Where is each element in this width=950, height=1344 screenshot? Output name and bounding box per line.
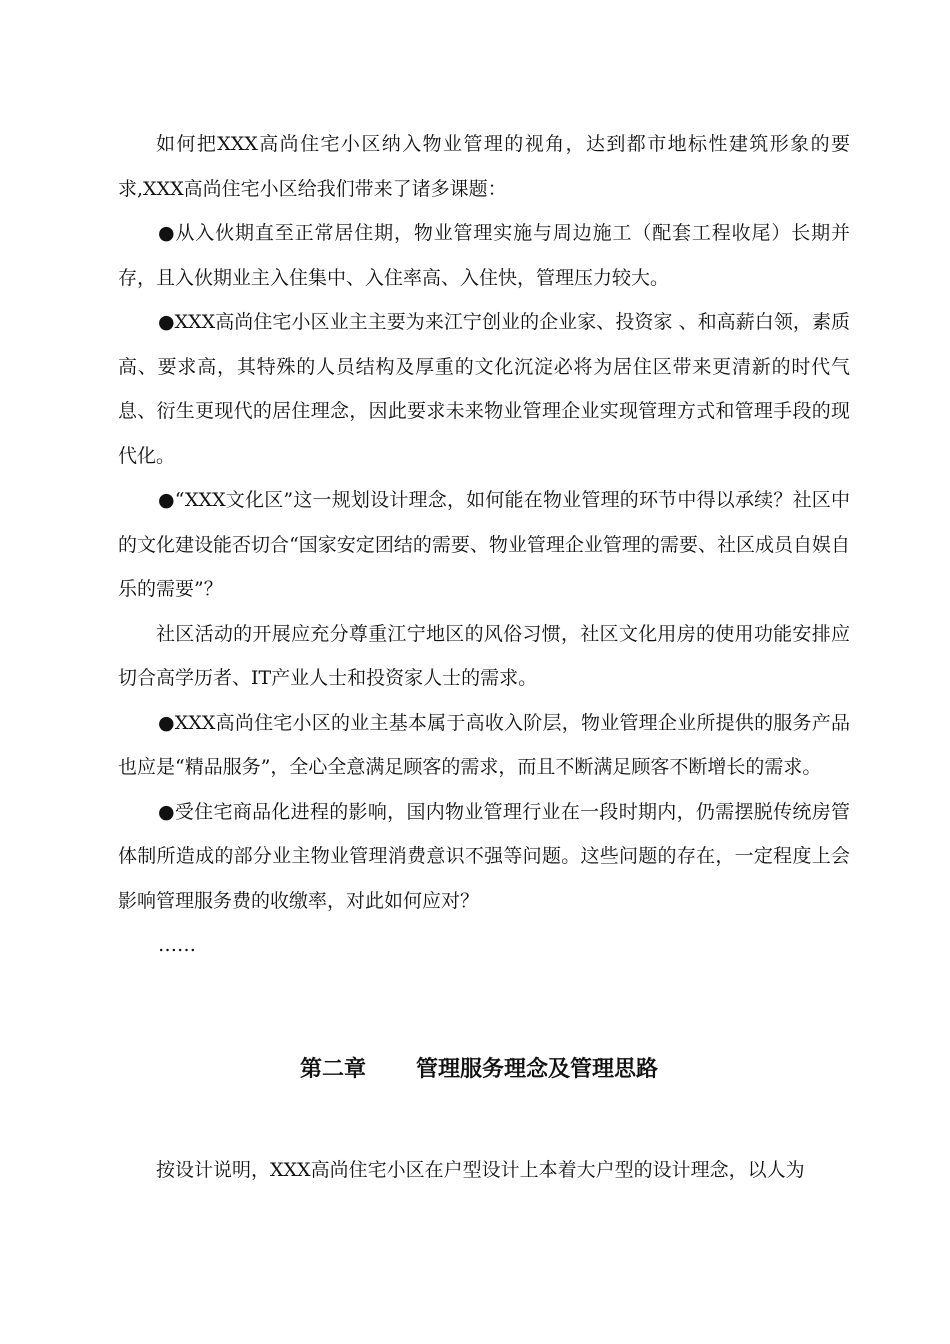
design-description-paragraph: 按设计说明，XXX高尚住宅小区在户型设计上本着大户型的设计理念，以人为 [156, 1159, 805, 1181]
chapter-heading [0, 1048, 950, 1092]
bullet-paragraph-culture: ●“XXX文化区”这一规划设计理念，如何能在物业管理的环节中得以承续？社区中的文化建设能否切合“国家安定团结的需要、物业管理企业管理的需要、社区成员自娱自乐的需要”？ [118, 489, 850, 600]
body-text [118, 122, 850, 968]
intro-paragraph: 如何把XXX高尚住宅小区纳入物业管理的视角，达到都市地标性建筑形象的要求,XXX高尚住宅小区给我们带来了诸多课题： [118, 133, 850, 200]
bullet-paragraph-owners: ●XXX高尚住宅小区业主主要为来江宁创业的企业家、投资家 、和高薪白领，素质高、要求高，其特殊的人员结构及厚重的文化沉淀必将为居住区带来更清新的时代气息、衍生更现代的居住理念，因此要求未来物业管理企业实现管理方式和管理手段的现代化。 [118, 311, 850, 467]
ellipsis: …… [158, 934, 196, 956]
chapter-title: 管理服务理念及管理思路 [416, 1057, 659, 1082]
chapter-number: 第二章 [299, 1057, 366, 1082]
chapter-body-text [118, 1148, 850, 1193]
bullet-paragraph-premium-service: ●XXX高尚住宅小区的业主基本属于高收入阶层，物业管理企业所提供的服务产品也应是“精品服务”，全心全意满足顾客的需求，而且不断满足顾客不断增长的需求。 [118, 711, 850, 778]
bullet-paragraph-move-in: ●从入伙期直至正常居住期，物业管理实施与周边施工（配套工程收尾）长期并存，且入伙期业主入住集中、入住率高、入住快，管理压力较大。 [118, 222, 850, 289]
bullet-paragraph-fee-collection: ●受住宅商品化进程的影响，国内物业管理行业在一段时期内，仍需摆脱传统房管体制所造成的部分业主物业管理消费意识不强等问题。这些问题的存在，一定程度上会影响管理服务费的收缴率，对此如何应对？ [118, 800, 850, 912]
community-activity-paragraph: 社区活动的开展应充分尊重江宁地区的风俗习惯，社区文化用房的使用功能安排应切合高学历者、IT产业人士和投资家人士的需求。 [118, 622, 850, 689]
